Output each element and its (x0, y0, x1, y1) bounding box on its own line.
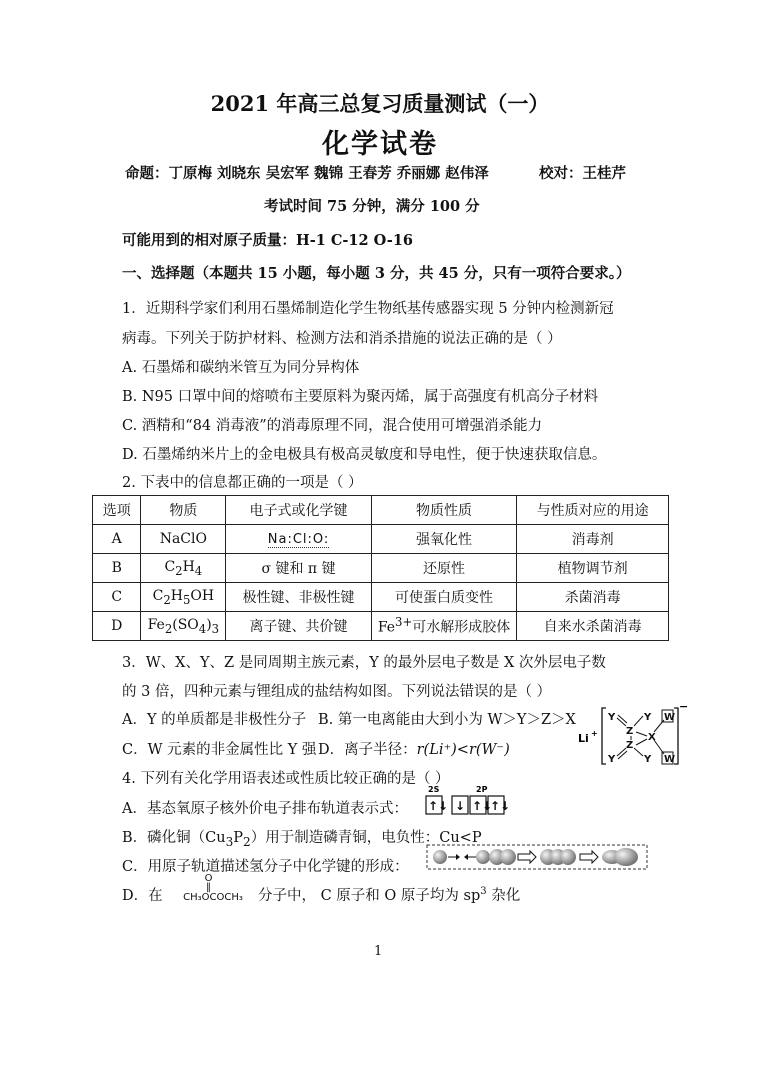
atomic-masses: 可能用到的相对原子质量：H-1 C-12 O-16 (122, 232, 413, 249)
q2-table (92, 495, 669, 641)
li-label: Li (578, 732, 589, 745)
q4-option-d-text: 分子中， C 原子和 O 原子均为 $sp^3$ 杂化 (258, 886, 521, 904)
cell-option: B (93, 554, 141, 583)
svg-text:Z: Z (626, 740, 634, 751)
ester-formula: O ‖ CH₃OCOCH₃ (183, 873, 243, 903)
q1-stem-1: 1．近期科学家们利用石墨烯制造化学生物纸基传感器实现 5 分钟内检测新冠 (122, 301, 614, 317)
electron-formula: Na:Cl:O: (267, 532, 330, 547)
q1-option-a: A. 石墨烯和碳纳米管互为同分异构体 (122, 360, 360, 376)
li-charge: + (591, 729, 598, 738)
page-number: 1 (374, 944, 383, 959)
q1-option-c: C. 酒精和“84 消毒液”的消毒原理不同，混合使用可增强消杀能力 (122, 418, 543, 434)
header-use: 与性质对应的用途 (517, 496, 669, 525)
table-row (93, 525, 669, 554)
cell-property: 强氧化性 (371, 525, 516, 554)
cell-property: 还原性 (371, 554, 516, 583)
q3-stem-2: 的 3 倍，四种元素与锂组成的盐结构如图。下列说法错误的是（ ） (122, 684, 552, 700)
svg-text:2P: 2P (476, 785, 488, 794)
authors-line: 命题：丁原梅 刘晓东 吴宏军 魏锦 王春芳 乔丽娜 赵伟泽 (125, 165, 489, 182)
header-property: 物质性质 (371, 496, 516, 525)
header-substance: 物质 (141, 496, 226, 525)
table-header-row (93, 496, 669, 525)
svg-text:Y: Y (644, 712, 652, 723)
cell-bond: σ 键和 π 键 (226, 554, 372, 583)
svg-text:↓: ↓ (455, 799, 466, 813)
section-heading: 一、选择题（本题共 15 小题，每小题 3 分，共 45 分，只有一项符合要求。） (122, 265, 631, 282)
anion-charge: − (679, 702, 688, 713)
q1-option-b: B. N95 口罩中间的熔喷布主要原料为聚丙烯，属于高强度有机高分子材料 (122, 389, 599, 405)
q4-option-a: A．基态氧原子核外价电子排布轨道表示式： (122, 801, 408, 817)
header-option: 选项 (93, 496, 141, 525)
q3-option-b: B. 第一电离能由大到小为 W＞Y＞Z＞X (318, 712, 576, 728)
cell-substance: $Fe_2(SO_4)_3$ (141, 612, 226, 641)
cell-substance: NaClO (141, 525, 226, 554)
q3-option-c: C．W 元素的非金属性比 Y 强 (122, 742, 317, 758)
q4-option-b: B．磷化铜$(Cu_3P_2)$用于制造磷青铜，电负性：Cu<P (122, 830, 482, 849)
table-row (93, 554, 669, 583)
svg-text:X: X (648, 732, 656, 743)
cell-bond: 离子键、共价键 (226, 612, 372, 641)
svg-text:W: W (664, 754, 676, 765)
exam-subtitle: 化学试卷 (322, 129, 438, 160)
svg-text:↑↓: ↑↓ (428, 799, 449, 813)
svg-text:↑↓: ↑↓ (472, 799, 493, 813)
svg-text:W: W (664, 712, 676, 723)
cell-option: C (93, 583, 141, 612)
svg-text:Y: Y (608, 712, 616, 723)
cell-use: 自来水杀菌消毒 (517, 612, 669, 641)
q1-option-d: D. 石墨烯纳米片上的金电极具有极高灵敏度和导电性，便于快速获取信息。 (122, 447, 607, 463)
svg-text:Z: Z (626, 726, 634, 737)
exam-time: 考试时间 75 分钟，满分 100 分 (264, 198, 480, 215)
svg-text:Y: Y (608, 754, 616, 765)
q3-option-d: D．离子半径：r(Li⁺)<r(W⁻) (318, 742, 510, 758)
cell-use: 消毒剂 (517, 525, 669, 554)
cell-property: $Fe^{3+}$可水解形成胶体 (371, 612, 516, 641)
svg-text:2S: 2S (428, 785, 440, 794)
orbital-diagram (424, 783, 520, 817)
cell-option: D (93, 612, 141, 641)
q3-stem-1: 3．W、X、Y、Z 是同周期主族元素，Y 的最外层电子数是 X 次外层电子数 (122, 655, 606, 671)
q4-stem: 4. 下列有关化学用语表述或性质比较正确的是（ ） (122, 771, 450, 787)
exam-title: 2021 年高三总复习质量测试（一） (210, 91, 550, 116)
table-row (93, 583, 669, 612)
svg-text:↑↓: ↑↓ (490, 799, 511, 813)
cell-bond: 极性键、非极性键 (226, 583, 372, 612)
q4-option-c: C．用原子轨道描述氢分子中化学键的形成： (122, 859, 409, 875)
proofreader-line: 校对：王桂芹 (539, 165, 626, 182)
cell-substance: $C_2H_5OH$ (141, 583, 226, 612)
cell-use: 植物调节剂 (517, 554, 669, 583)
header-bond: 电子式或化学键 (226, 496, 372, 525)
h2-orbital-overlap-figure (426, 843, 648, 871)
table-row (93, 612, 669, 641)
cell-option: A (93, 525, 141, 554)
svg-text:Y: Y (644, 754, 652, 765)
q4-option-d: D．在 (122, 888, 163, 904)
q3-option-a: A．Y 的单质都是非极性分子 (122, 712, 307, 728)
cell-substance: $C_2H_4$ (141, 554, 226, 583)
q1-stem-2: 病毒。下列关于防护材料、检测方法和消杀措施的说法正确的是（ ） (122, 331, 562, 347)
cell-use: 杀菌消毒 (517, 583, 669, 612)
salt-structure-figure (578, 702, 688, 770)
q2-stem: 2. 下表中的信息都正确的一项是（ ） (122, 475, 363, 491)
cell-electron-formula (226, 525, 372, 554)
cell-property: 可使蛋白质变性 (371, 583, 516, 612)
